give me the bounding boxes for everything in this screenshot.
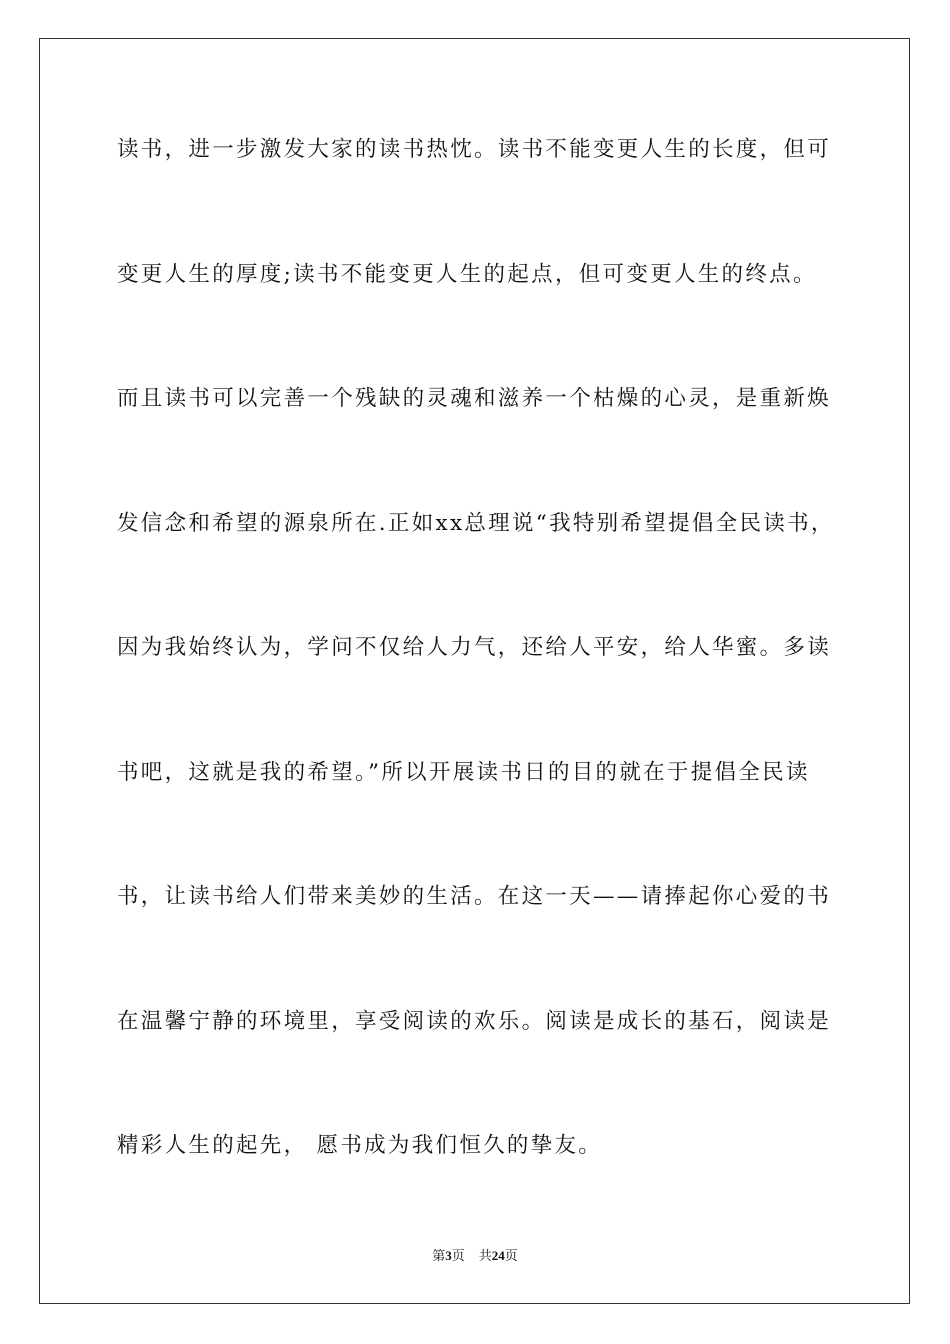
text-line-7: 书，让读书给人们带来美妙的生活。在这一天——请捧起你心爱的书 [117, 884, 832, 909]
text-line-4: 发信念和希望的源泉所在.正如xx总理说“我特别希望提倡全民读书， [117, 510, 835, 536]
text-line-1: 读书，进一步激发大家的读书热忱。读书不能变更人生的长度，但可 [117, 137, 832, 162]
total-suffix: 页 [504, 1248, 518, 1263]
total-page-count: 24 [491, 1248, 505, 1263]
page-suffix: 页 [451, 1248, 465, 1263]
text-line-3: 而且读书可以完善一个残缺的灵魂和滋养一个枯燥的心灵，是重新焕 [117, 386, 832, 411]
page-prefix: 第 [432, 1248, 446, 1263]
text-line-2: 变更人生的厚度;读书不能变更人生的起点，但可变更人生的终点。 [117, 261, 817, 287]
page-footer [0, 1246, 950, 1266]
text-line-5: 因为我始终认为，学问不仅给人力气，还给人平安，给人华蜜。多读 [117, 635, 832, 660]
text-line-9: 精彩人生的起先， 愿书成为我们恒久的挚友。 [117, 1133, 603, 1158]
document-body [117, 128, 837, 1249]
current-page-number: 3 [445, 1248, 452, 1263]
text-line-6: 书吧，这就是我的希望。”所以开展读书日的目的就在于提倡全民读 [117, 759, 810, 785]
total-prefix: 共 [478, 1248, 492, 1263]
text-line-8: 在温馨宁静的环境里，享受阅读的欢乐。阅读是成长的基石，阅读是 [117, 1008, 832, 1034]
